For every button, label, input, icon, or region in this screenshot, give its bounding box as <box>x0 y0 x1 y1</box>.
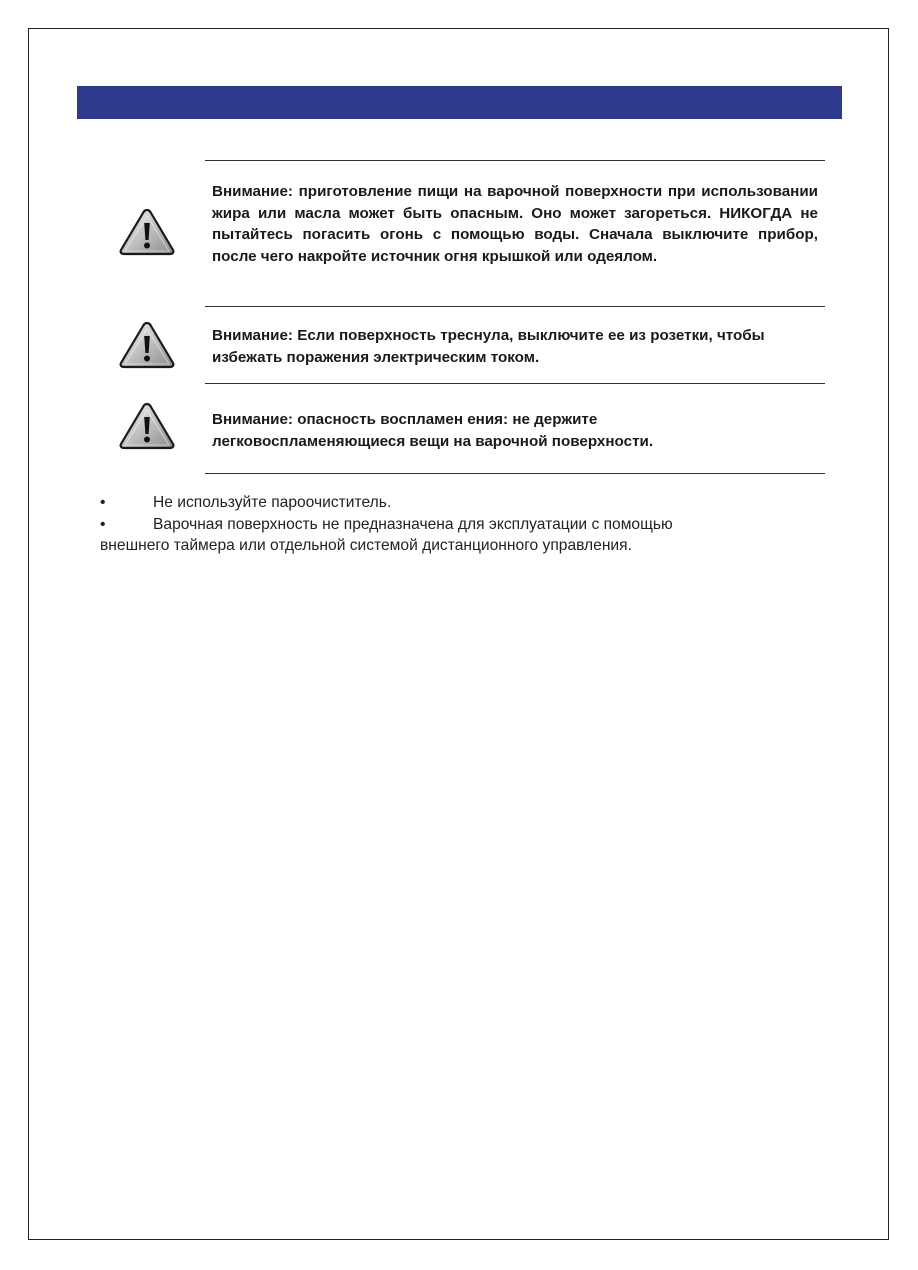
bullet-marker: • <box>100 515 106 533</box>
bullet-text: Не используйте пароочиститель. <box>153 494 392 511</box>
bullet-text-continuation: внешнего таймера или отдельной системой дистанционного управления. <box>100 537 632 554</box>
section-header-bar <box>77 86 842 119</box>
warning-text: Внимание: Если поверхность треснула, выключите ее из розетки, чтобы избежать поражения электрическим током. <box>212 327 765 366</box>
warning-triangle-icon <box>119 321 175 369</box>
divider-bottom <box>205 473 825 474</box>
bullet-marker: • <box>100 494 106 511</box>
divider <box>205 383 825 384</box>
divider <box>205 306 825 307</box>
divider-top <box>205 160 825 161</box>
list-item <box>100 492 780 514</box>
warning-text: Внимание: приготовление пищи на варочной поверхности при использовании жира или масла может быть опасным. Оно может загореться. НИКОГДА не пытайтесь погасить огонь с помощью воды. Сначала выключите прибор, после чего накройте источник огня крышкой или одеялом. <box>212 183 818 265</box>
bullet-text: Варочная поверхность не предназначена для эксплуатации с помощью <box>153 515 673 533</box>
list-item <box>100 514 780 557</box>
bullet-list <box>100 492 780 557</box>
warning-text: Внимание: опасность воспламен ения: не держите легковоспламеняющиеся вещи на варочной поверхности. <box>212 411 654 450</box>
warning-triangle-icon <box>119 208 175 256</box>
warning-triangle-icon <box>119 402 175 450</box>
